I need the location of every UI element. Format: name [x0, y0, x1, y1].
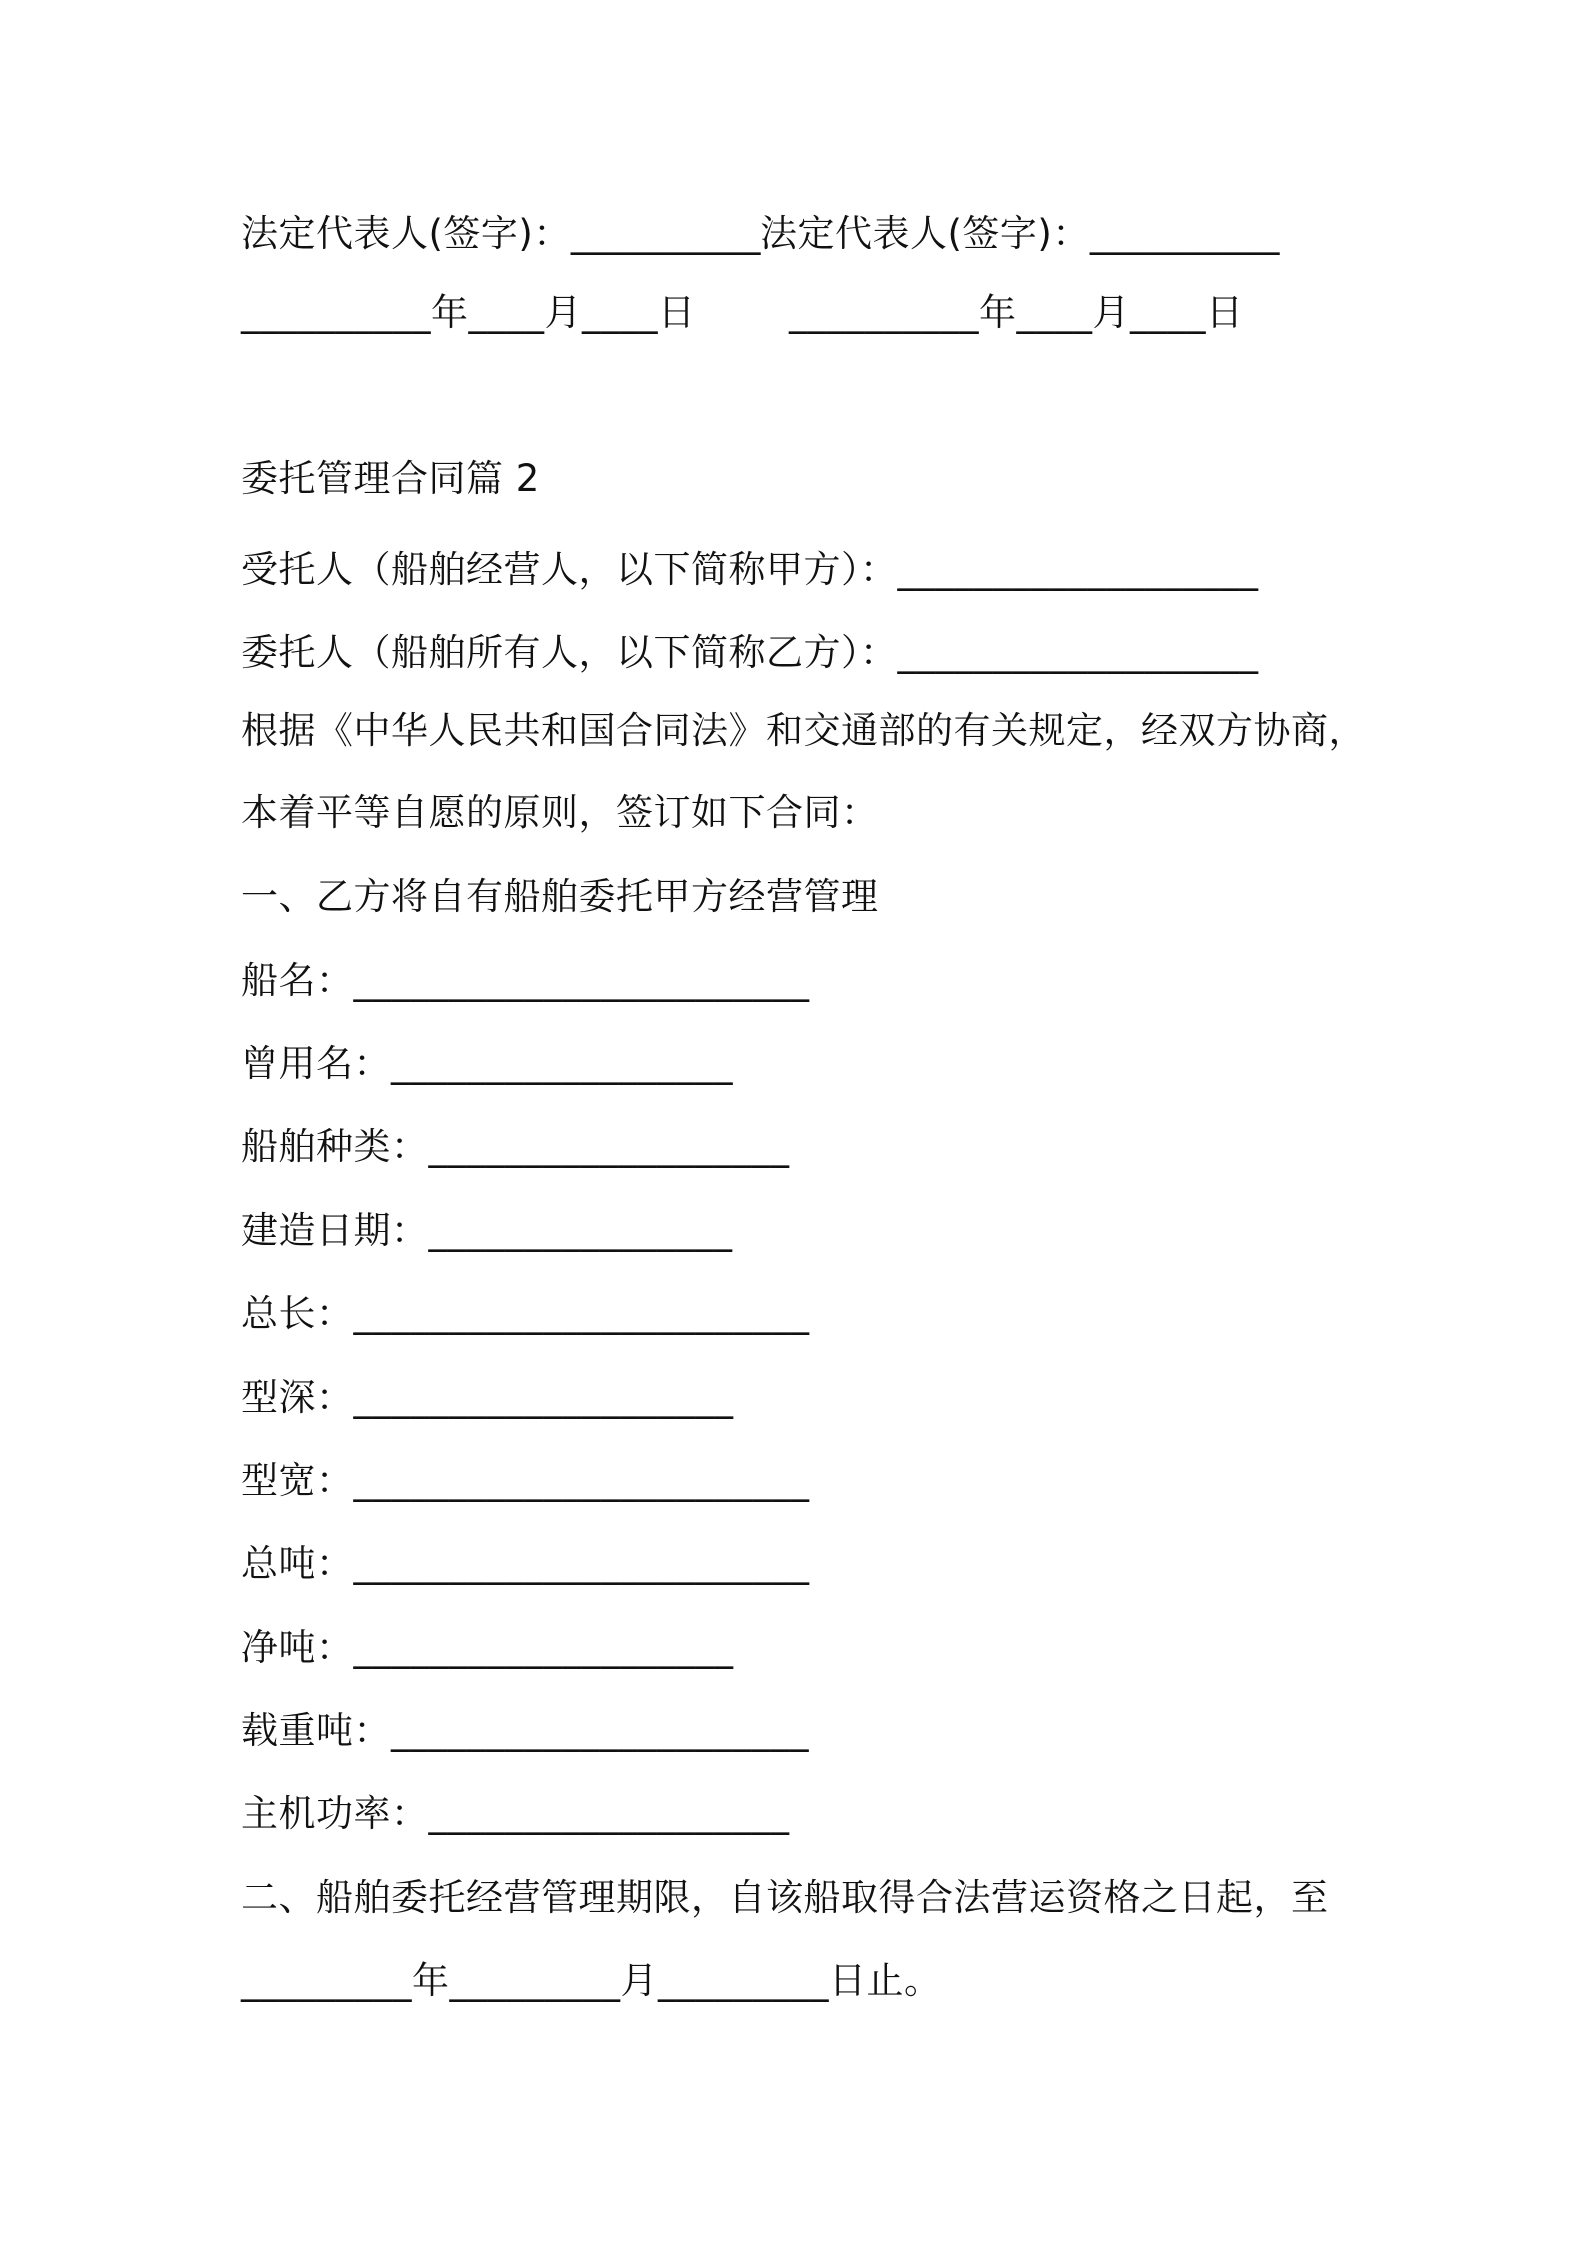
signature-date-left: __________年____月____日 [241, 291, 696, 334]
preamble-line-1: 根据《中华人民共和国合同法》和交通部的有关规定，经双方协商， [241, 709, 1366, 752]
clause-2-line-2: _________年_________月_________日止。 [241, 1959, 942, 2002]
signature-label-left: 法定代表人(签字)：__________ [241, 212, 761, 255]
trustee-line: 受托人（船舶经营人，以下简称甲方）：___________________ [241, 548, 1259, 591]
field-ship-name: 船名：________________________ [241, 959, 810, 1002]
field-moulded-breadth: 型宽：________________________ [241, 1459, 810, 1502]
preamble-line-2: 本着平等自愿的原则，签订如下合同： [241, 791, 879, 834]
field-build-date: 建造日期：________________ [241, 1209, 733, 1252]
field-ship-type: 船舶种类：___________________ [241, 1125, 790, 1168]
field-net-tonnage: 净吨：____________________ [241, 1626, 734, 1669]
field-moulded-depth: 型深：____________________ [241, 1376, 734, 1419]
signature-date-right: __________年____月____日 [789, 291, 1244, 334]
clause-2-line-1: 二、船舶委托经营管理期限，自该船取得合法营运资格之日起，至 [241, 1876, 1329, 1919]
field-gross-tonnage: 总吨：________________________ [241, 1542, 810, 1585]
field-engine-power: 主机功率：___________________ [241, 1792, 790, 1835]
field-former-name: 曾用名：__________________ [241, 1042, 733, 1085]
signature-label-right: 法定代表人(签字)：__________ [760, 212, 1280, 255]
section-title: 委托管理合同篇 2 [241, 457, 540, 500]
clause-1-heading: 一、乙方将自有船舶委托甲方经营管理 [241, 875, 879, 918]
principal-line: 委托人（船舶所有人，以下简称乙方）：___________________ [241, 631, 1259, 674]
field-length-overall: 总长：________________________ [241, 1292, 810, 1335]
field-deadweight: 载重吨：______________________ [241, 1709, 809, 1752]
